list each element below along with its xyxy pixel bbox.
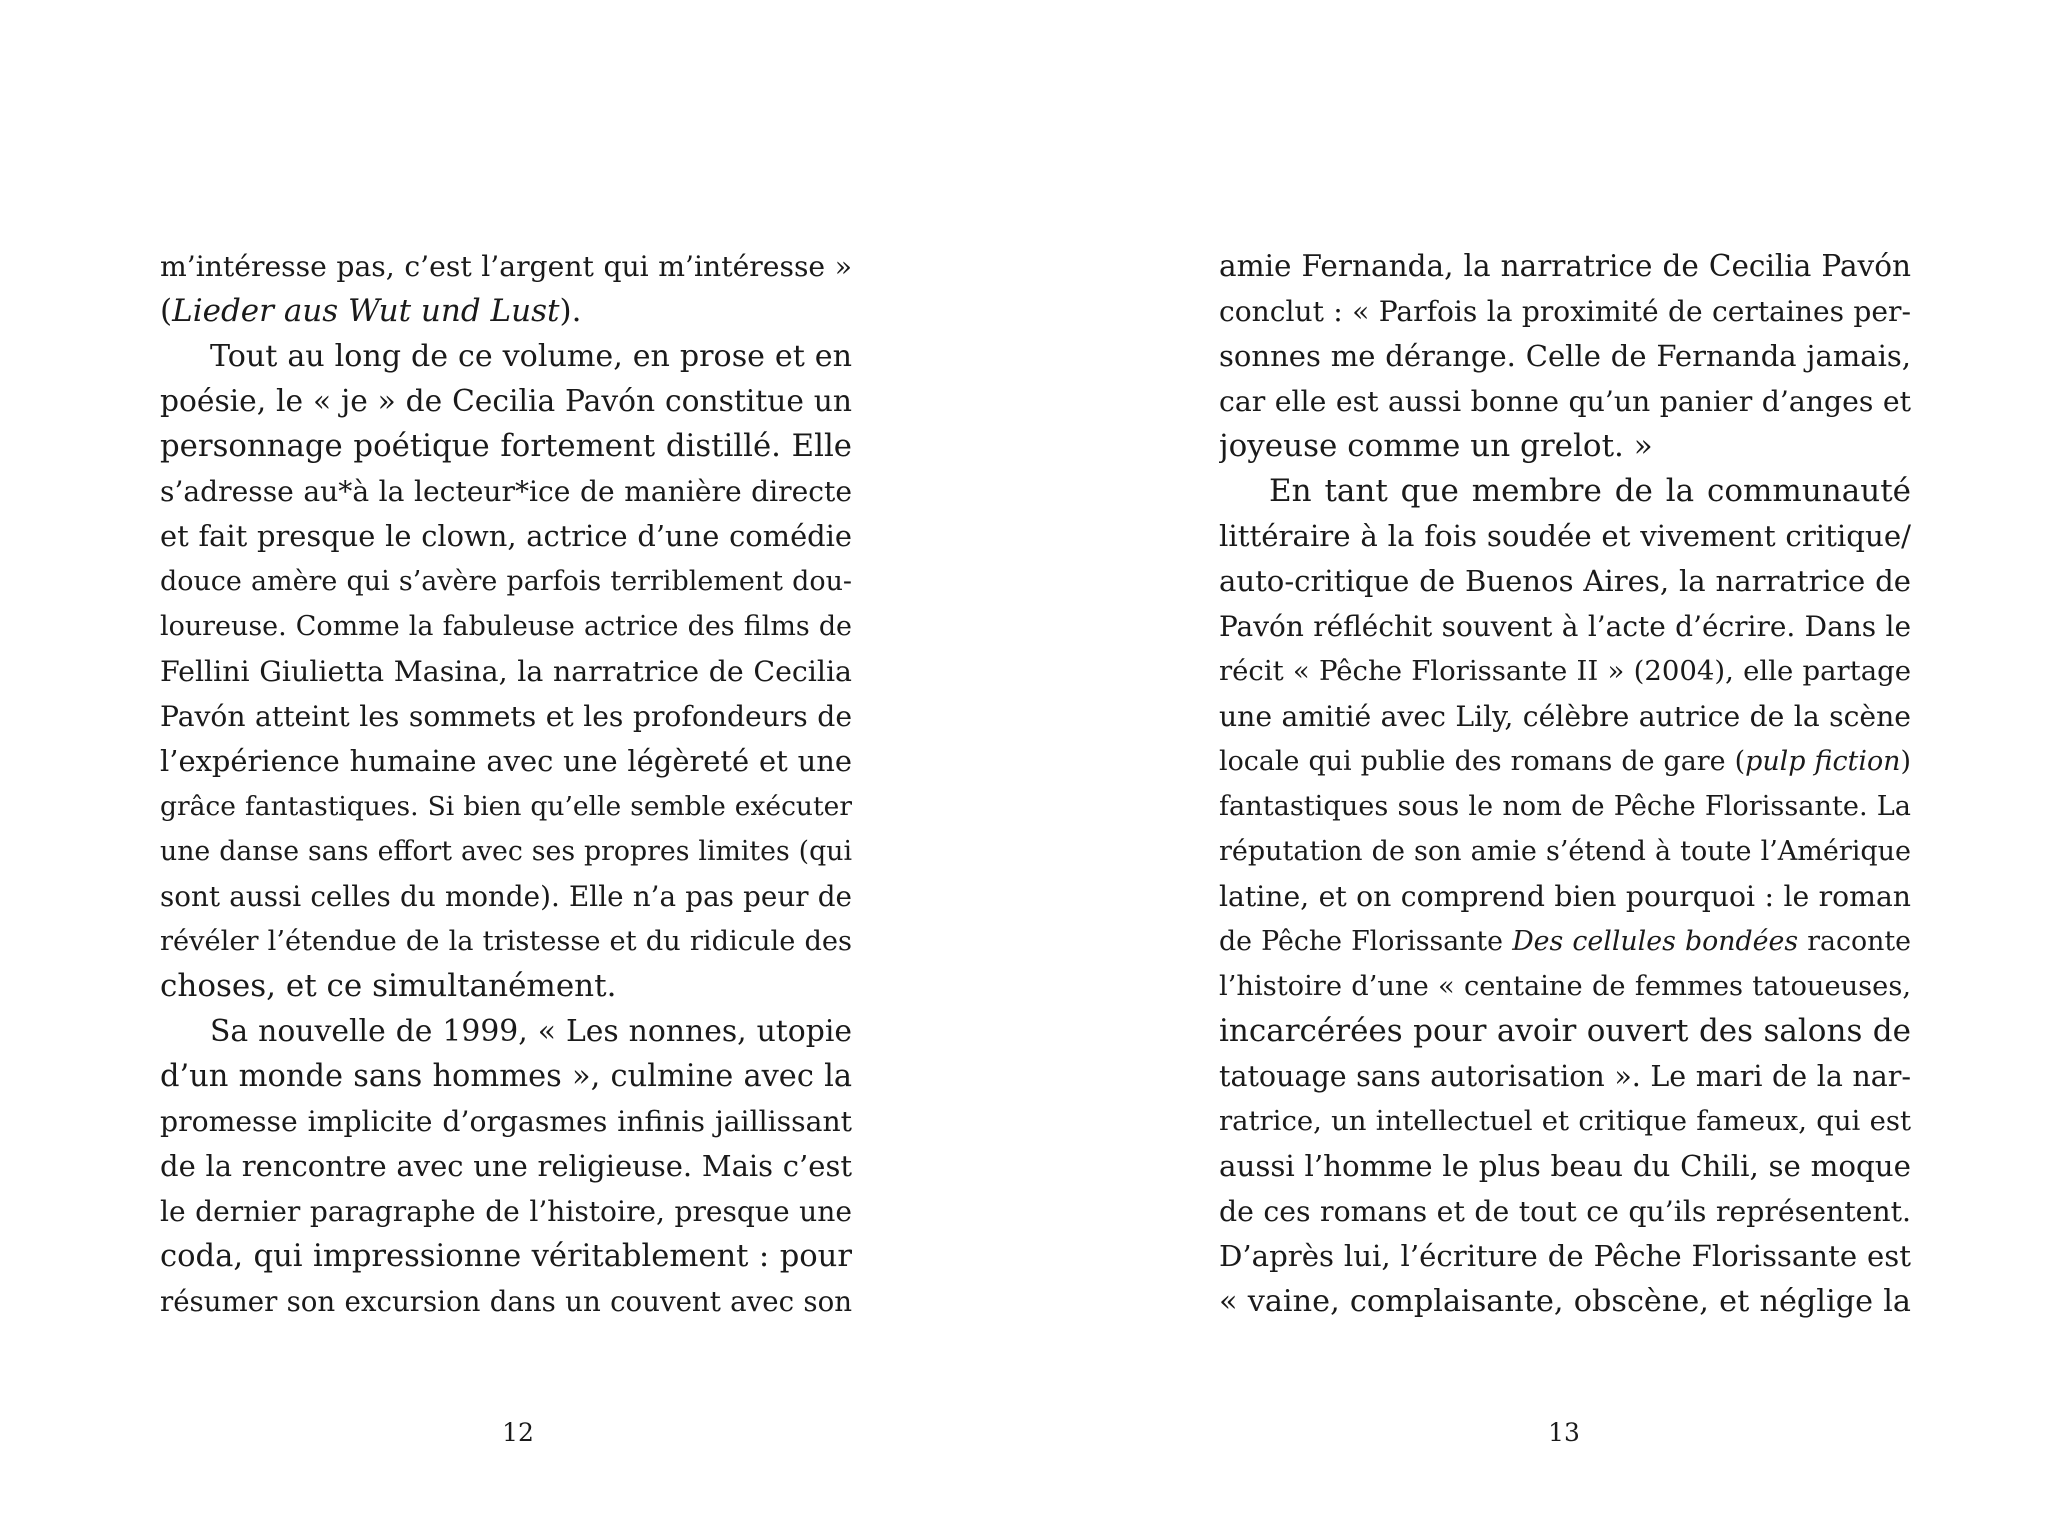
text-line: de ces romans et de tout ce qu’ils représentent. xyxy=(1219,1195,1911,1228)
text-line: latine, et on comprend bien pourquoi : le roman xyxy=(1219,880,1911,913)
text-line: joyeuse comme un grelot. » xyxy=(1219,428,1653,464)
text-line: conclut : « Parfois la proximité de certaines per- xyxy=(1219,295,1911,328)
text-line: fantastiques sous le nom de Pêche Florissante. La xyxy=(1219,791,1911,822)
text-line: loureuse. Comme la fabuleuse actrice des films de xyxy=(160,611,852,642)
text-line: poésie, le « je » de Cecilia Pavón constitue un xyxy=(160,384,852,419)
text-line: sonnes me dérange. Celle de Fernanda jamais, xyxy=(1219,339,1911,373)
text-line: une danse sans effort avec ses propres limites (qui xyxy=(160,836,852,867)
text-line: une amitié avec Lily, célèbre autrice de la scène xyxy=(1219,700,1911,733)
text-line: douce amère qui s’avère parfois terriblement dou- xyxy=(160,566,852,597)
text-line: de Pêche Florissante Des cellules bondées raconte xyxy=(1219,926,1911,957)
page-number-left: 12 xyxy=(502,1418,534,1447)
text-line: (Lieder aus Wut und Lust). xyxy=(160,293,582,329)
text-line: choses, et ce simultanément. xyxy=(160,968,617,1004)
text-line: le dernier paragraphe de l’histoire, presque une xyxy=(160,1195,852,1228)
text-line: En tant que membre de la communauté xyxy=(1269,473,1911,509)
page-number-right: 13 xyxy=(1548,1418,1580,1447)
text-line: aussi l’homme le plus beau du Chili, se moque xyxy=(1219,1149,1911,1183)
text-line: Pavón réfléchit souvent à l’acte d’écrire. Dans le xyxy=(1219,610,1911,643)
text-line: coda, qui impressionne véritablement : pour xyxy=(160,1239,852,1274)
text-line: révéler l’étendue de la tristesse et du ridicule des xyxy=(160,926,852,957)
text-line: de la rencontre avec une religieuse. Mais c’est xyxy=(160,1149,852,1183)
text-line: réputation de son amie s’étend à toute l’Amérique xyxy=(1219,836,1911,867)
text-line: tatouage sans autorisation ». Le mari de la nar- xyxy=(1219,1060,1911,1093)
text-line: ratrice, un intellectuel et critique fameux, qui est xyxy=(1219,1105,1911,1137)
text-line: car elle est aussi bonne qu’un panier d’anges et xyxy=(1219,385,1911,418)
text-line: m’intéresse pas, c’est l’argent qui m’intéresse » xyxy=(160,250,852,283)
text-line: récit « Pêche Florissante II » (2004), elle partage xyxy=(1219,655,1911,687)
text-line: auto-critique de Buenos Aires, la narratrice de xyxy=(1219,564,1911,598)
text-line: « vaine, complaisante, obscène, et néglige la xyxy=(1219,1284,1911,1319)
italic-term: pulp fiction xyxy=(1745,746,1901,777)
text-line: Pavón atteint les sommets et les profondeurs de xyxy=(160,700,852,733)
right-page xyxy=(1219,244,1911,1324)
text-line: s’adresse au*à la lecteur*ice de manière directe xyxy=(160,475,852,508)
text-line: amie Fernanda, la narratrice de Cecilia Pavón xyxy=(1219,249,1911,283)
book-title: Lieder aus Wut und Lust xyxy=(172,293,560,329)
text-line: Tout au long de ce volume, en prose et en xyxy=(210,339,852,374)
left-page xyxy=(160,244,852,1324)
text-line: grâce fantastiques. Si bien qu’elle semble exécuter xyxy=(160,791,852,822)
text-line: personnage poétique fortement distillé. Elle xyxy=(160,428,852,464)
text-line: l’expérience humaine avec une légèreté et une xyxy=(160,744,852,778)
text-line: promesse implicite d’orgasmes infinis jaillissant xyxy=(160,1105,852,1138)
book-title: Des cellules bondées xyxy=(1512,926,1799,957)
text-line: d’un monde sans hommes », culmine avec la xyxy=(160,1059,852,1094)
text-line: résumer son excursion dans un couvent avec son xyxy=(160,1285,852,1318)
text-line: locale qui publie des romans de gare (pulp fiction) xyxy=(1219,746,1911,777)
text-line: l’histoire d’une « centaine de femmes tatoueuses, xyxy=(1219,971,1911,1002)
text-line: Sa nouvelle de 1999, « Les nonnes, utopie xyxy=(210,1014,852,1049)
text-line: Fellini Giulietta Masina, la narratrice de Cecilia xyxy=(160,655,852,688)
text-line: D’après lui, l’écriture de Pêche Florissante est xyxy=(1219,1239,1911,1273)
text-line: littéraire à la fois soudée et vivement critique/ xyxy=(1219,519,1911,553)
text-line: sont aussi celles du monde). Elle n’a pas peur de xyxy=(160,880,852,913)
text-line: incarcérées pour avoir ouvert des salons de xyxy=(1219,1013,1911,1049)
text-line: et fait presque le clown, actrice d’une comédie xyxy=(160,519,852,553)
